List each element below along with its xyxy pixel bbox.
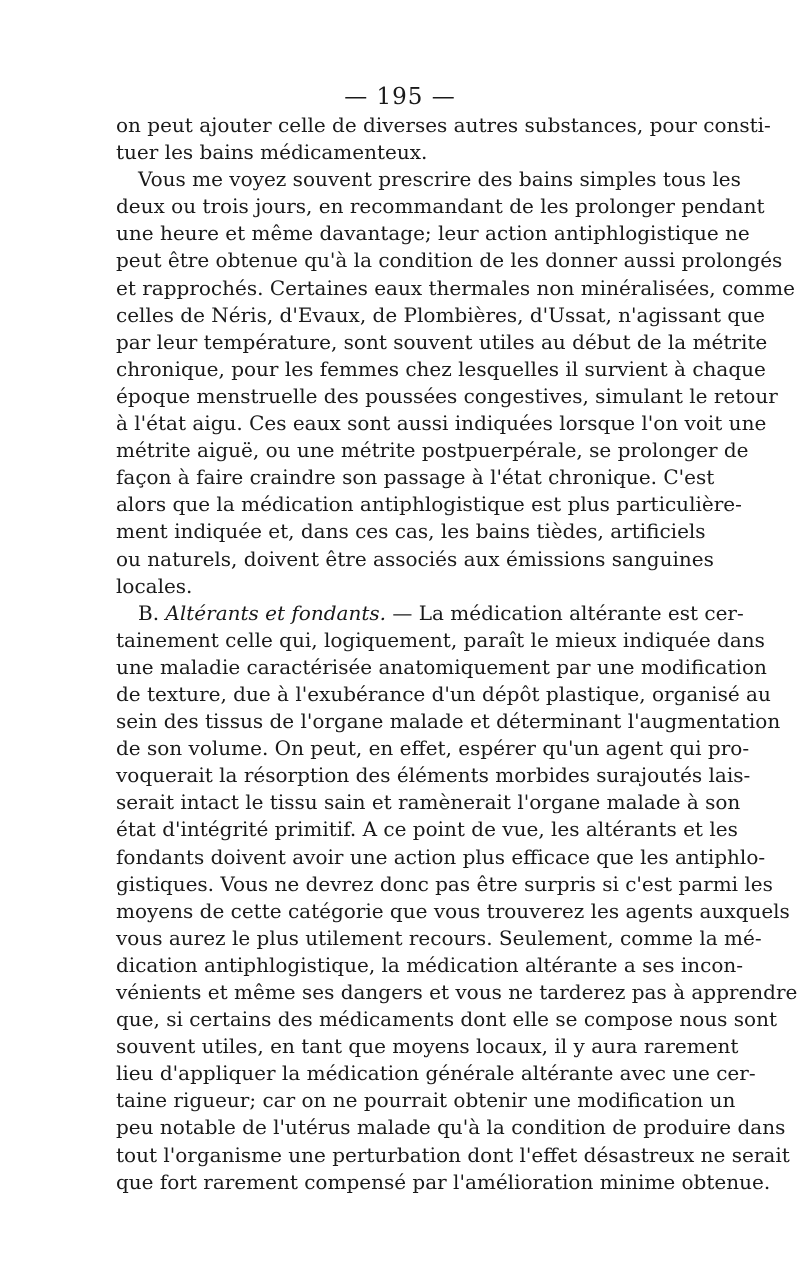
- line-text: locales.: [116, 573, 193, 598]
- line-text: ou naturels, doivent être associés aux émissions sanguines: [116, 546, 714, 571]
- line-text: gistiques. Vous ne devrez donc pas être surpris si c'est parmi les: [116, 871, 773, 896]
- text-line: [116, 681, 771, 708]
- text-line: [116, 247, 783, 274]
- text-line: [116, 600, 744, 627]
- text-line: [116, 654, 767, 681]
- line-text: état d'intégrité primitif. A ce point de vue, les altérants et les: [116, 817, 738, 842]
- line-text: serait intact le tissu sain et ramènerait l'organe malade à son: [116, 790, 741, 815]
- text-line: [116, 1087, 736, 1114]
- text-line: [116, 816, 738, 843]
- text-line: [116, 112, 771, 139]
- line-text: de son volume. On peut, en effet, espérer qu'un agent qui pro-: [116, 736, 750, 761]
- text-line: [116, 708, 781, 735]
- text-line: [116, 844, 766, 871]
- text-line: [116, 735, 750, 762]
- text-line: [116, 952, 743, 979]
- line-text: métrite aiguë, ou une métrite postpuerpérale, se prolonger de: [116, 438, 749, 463]
- text-line: [116, 383, 778, 410]
- line-text: tout l'organisme une perturbation dont l'effet désastreux ne serait: [116, 1142, 790, 1167]
- text-line: [116, 762, 751, 789]
- text-line: [116, 491, 742, 518]
- text-line: [116, 1169, 771, 1196]
- line-text: vous aurez le plus utilement recours. Seulement, comme la mé-: [116, 925, 762, 950]
- line-text: peu notable de l'utérus malade qu'à la condition de produire dans: [116, 1115, 786, 1140]
- line-text: dication antiphlogistique, la médication altérante a ses incon-: [116, 952, 743, 977]
- line-text: lieu d'appliquer la médication générale altérante avec une cer-: [116, 1061, 756, 1086]
- text-line: [116, 193, 765, 220]
- text-line: [116, 1142, 790, 1169]
- line-text: ment indiquée et, dans ces cas, les bains tièdes, artificiels: [116, 519, 706, 544]
- line-text: alors que la médication antiphlogistique est plus particulière-: [116, 492, 742, 517]
- line-text: — La médication altérante est cer-: [385, 600, 744, 625]
- line-text: deux ou trois jours, en recommandant de les prolonger pendant: [116, 194, 765, 219]
- line-text: B.: [138, 600, 166, 625]
- line-text: sein des tissus de l'organe malade et déterminant l'augmentation: [116, 709, 781, 734]
- line-text: et rapprochés. Certaines eaux thermales non minéralisées, comme: [116, 275, 795, 300]
- text-line: [116, 139, 682, 166]
- line-text: taine rigueur; car on ne pourrait obtenir une modification un: [116, 1088, 736, 1113]
- line-text: que, si certains des médicaments dont elle se compose nous sont: [116, 1007, 777, 1032]
- text-line: [116, 627, 765, 654]
- line-text: fondants doivent avoir une action plus efficace que les antiphlo-: [116, 844, 766, 869]
- line-text: on peut ajouter celle de diverses autres substances, pour consti-: [116, 113, 771, 137]
- line-text: celles de Néris, d'Evaux, de Plombières, d'Ussat, n'agissant que: [116, 302, 765, 327]
- text-line: [116, 275, 795, 302]
- text-line: [116, 1033, 739, 1060]
- text-line: [116, 546, 714, 573]
- body-text: [116, 112, 798, 1196]
- italic-heading: Altérants et fondants.: [165, 600, 386, 625]
- text-line: [116, 1006, 777, 1033]
- text-line: [116, 925, 762, 952]
- text-line: [116, 437, 749, 464]
- line-text: à l'état aigu. Ces eaux sont aussi indiquées lorsque l'on voit une: [116, 411, 767, 436]
- line-text: souvent utiles, en tant que moyens locaux, il y aura rarement: [116, 1034, 739, 1059]
- text-line: [116, 1114, 786, 1141]
- line-text: moyens de cette catégorie que vous trouverez les agents auxquels: [116, 898, 790, 923]
- line-text: par leur température, sont souvent utiles au début de la métrite: [116, 329, 768, 354]
- text-line: [116, 464, 715, 491]
- page-number: — 195 —: [344, 84, 456, 110]
- line-text: que fort rarement compensé par l'amélioration minime obtenue.: [116, 1169, 771, 1194]
- line-text: chronique, pour les femmes chez lesquelles il survient à chaque: [116, 356, 766, 381]
- text-line: [116, 789, 741, 816]
- text-line: [116, 329, 768, 356]
- line-text: de texture, due à l'exubérance d'un dépôt plastique, organisé au: [116, 681, 771, 706]
- text-line: [116, 518, 706, 545]
- text-line: [116, 410, 767, 437]
- text-line: [116, 356, 766, 383]
- text-line: [116, 166, 741, 193]
- text-line: [116, 898, 790, 925]
- text-line: [116, 871, 773, 898]
- text-line: [116, 1060, 756, 1087]
- text-line: [116, 302, 765, 329]
- line-text: tainement celle qui, logiquement, paraît le mieux indiquée dans: [116, 627, 765, 652]
- text-line: [116, 573, 682, 600]
- line-text: vénients et même ses dangers et vous ne tarderez pas à apprendre: [116, 980, 798, 1004]
- line-text: façon à faire craindre son passage à l'état chronique. C'est: [116, 465, 715, 490]
- text-line: [116, 220, 750, 247]
- line-text: une maladie caractérisée anatomiquement par une modification: [116, 654, 767, 679]
- line-text: voquerait la résorption des éléments morbides surajoutés lais-: [116, 763, 751, 788]
- line-text: Vous me voyez souvent prescrire des bains simples tous les: [138, 167, 741, 192]
- line-text: peut être obtenue qu'à la condition de les donner aussi prolongés: [116, 248, 783, 273]
- line-text: une heure et même davantage; leur action antiphlogistique ne: [116, 221, 750, 246]
- line-text: époque menstruelle des poussées congestives, simulant le retour: [116, 383, 778, 408]
- text-line: [116, 979, 798, 1006]
- line-text: tuer les bains médicamenteux.: [116, 140, 428, 165]
